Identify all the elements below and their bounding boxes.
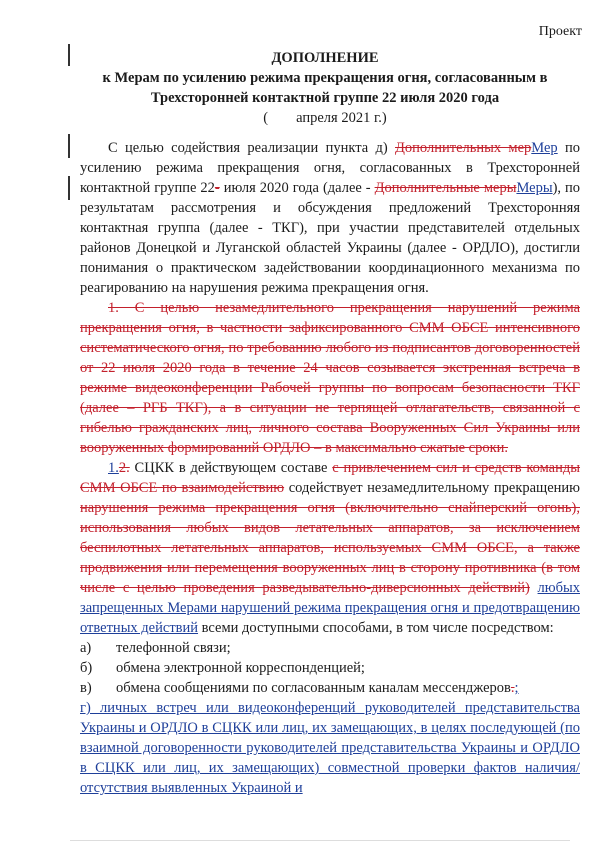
inserted-text: Меры xyxy=(516,180,553,196)
title-line-1: ДОПОЛНЕНИЕ xyxy=(271,50,379,66)
inserted-text: 1. xyxy=(108,460,119,476)
deleted-text: с привлечением сил и средств команды СММ ОБСЕ по взаимодействию xyxy=(80,460,581,496)
deleted-text: 2. xyxy=(118,460,130,476)
deleted-text: Дополнительных мер xyxy=(395,140,532,156)
change-bar xyxy=(68,134,70,158)
inserted-text: Мер xyxy=(531,140,558,156)
paragraph-2: 1.2. СЦКК в действующем составе с привлечением сил и средств команды СММ ОБСЕ по взаимодействию содействует незамедлительному прекращению нарушения режима прекращения огня (включительно снайперский огонь), использования любых видов летательных аппаратов, за исключением беспилотных летательных аппаратов, используемых СММ ОБСЕ, а также продвижения или перемещения вооруженных лиц в сторону противника (в том числе с целью проведения разведывательно-диверсионных действий) любых запрещенных Мерами нарушений режима прекращения огня и предотвращению ответных действий всеми доступными способами, в том числе посредством: xyxy=(80,460,581,636)
deleted-text: - xyxy=(214,180,220,196)
document-body xyxy=(80,138,580,798)
list-item: а) телефонной связи; xyxy=(80,640,231,656)
change-bar xyxy=(68,176,70,200)
inserted-item-g: г) личных встреч или видеоконференций руководителей представительства Украины и ОРДЛО в СЦКК или лиц, их замещающих, в целях последующей (по взаимной договоренности руководителей представительства Украины и ОРДЛО в СЦКК или лиц, их замещающих) совместной проверки фактов наличия/отсутствия выявленных Украиной и xyxy=(80,700,580,796)
inserted-text: ; xyxy=(514,680,519,696)
page-edge xyxy=(70,840,570,841)
intro-paragraph: С целью содействия реализации пункта д) Дополнительных мерМер по усилению режима прекращения огня, согласованных в Трехсторонней контактной группе 22- июля 2020 года (далее - Дополнительные мерыМеры), по результатам рассмотрения и обсуждения предложений Трехсторонняя контактная группа (далее - ТКГ), при участии представителей отдельных районов Донецкой и Луганской областей Украины (далее - ОРДЛО), достигли понимания о практическом задействовании координационного механизма по реагированию на нарушения режима прекращения огня. xyxy=(80,140,581,296)
deleted-text: нарушения режима прекращения огня (включительно снайперский огонь), использования любых видов летательных аппаратов, за исключением беспилотных летательных аппаратов, используемых СММ ОБСЕ, а также продвижения или перемещения вооруженных лиц в сторону противника (в том числе с целью проведения разведывательно-диверсионных действий) xyxy=(80,500,580,596)
title-line-2: к Мерам по усилению режима прекращения огня, согласованным в xyxy=(102,70,548,86)
list-item: в) обмена сообщениями по согласованным каналам мессенджеров.; xyxy=(80,680,519,696)
inserted-text: любых запрещенных Мерами нарушений режима прекращения огня и предотвращению ответных действий xyxy=(80,580,580,636)
deleted-text: Дополнительные меры xyxy=(374,180,517,196)
title-date: ( апреля 2021 г.) xyxy=(263,110,387,126)
list-item: б) обмена электронной корреспонденцией; xyxy=(80,660,365,676)
draft-stamp: Проект xyxy=(538,24,582,39)
deleted-paragraph-1: 1. С целью незамедлительного прекращения нарушений режима прекращения огня, в частности зафиксированного СММ ОБСЕ интенсивного систематического огня, по требованию любого из подписантов договоренностей от 22 июля 2020 года в течение 24 часов созывается экстренная встреча в режиме видеоконференции Рабочей группы по вопросам безопасности ТКГ (далее – РГБ ТКГ), а в ситуации не терпящей отлагательств, связанной с гибелью гражданских лиц, личного состава Вооруженных Сил Украины или вооруженных формирований ОРДЛО – в максимально сжатые сроки. xyxy=(80,300,580,456)
title-line-3: Трехсторонней контактной группе 22 июля 2020 года xyxy=(150,90,500,106)
document-title xyxy=(70,48,580,128)
deleted-text: . xyxy=(510,680,515,696)
